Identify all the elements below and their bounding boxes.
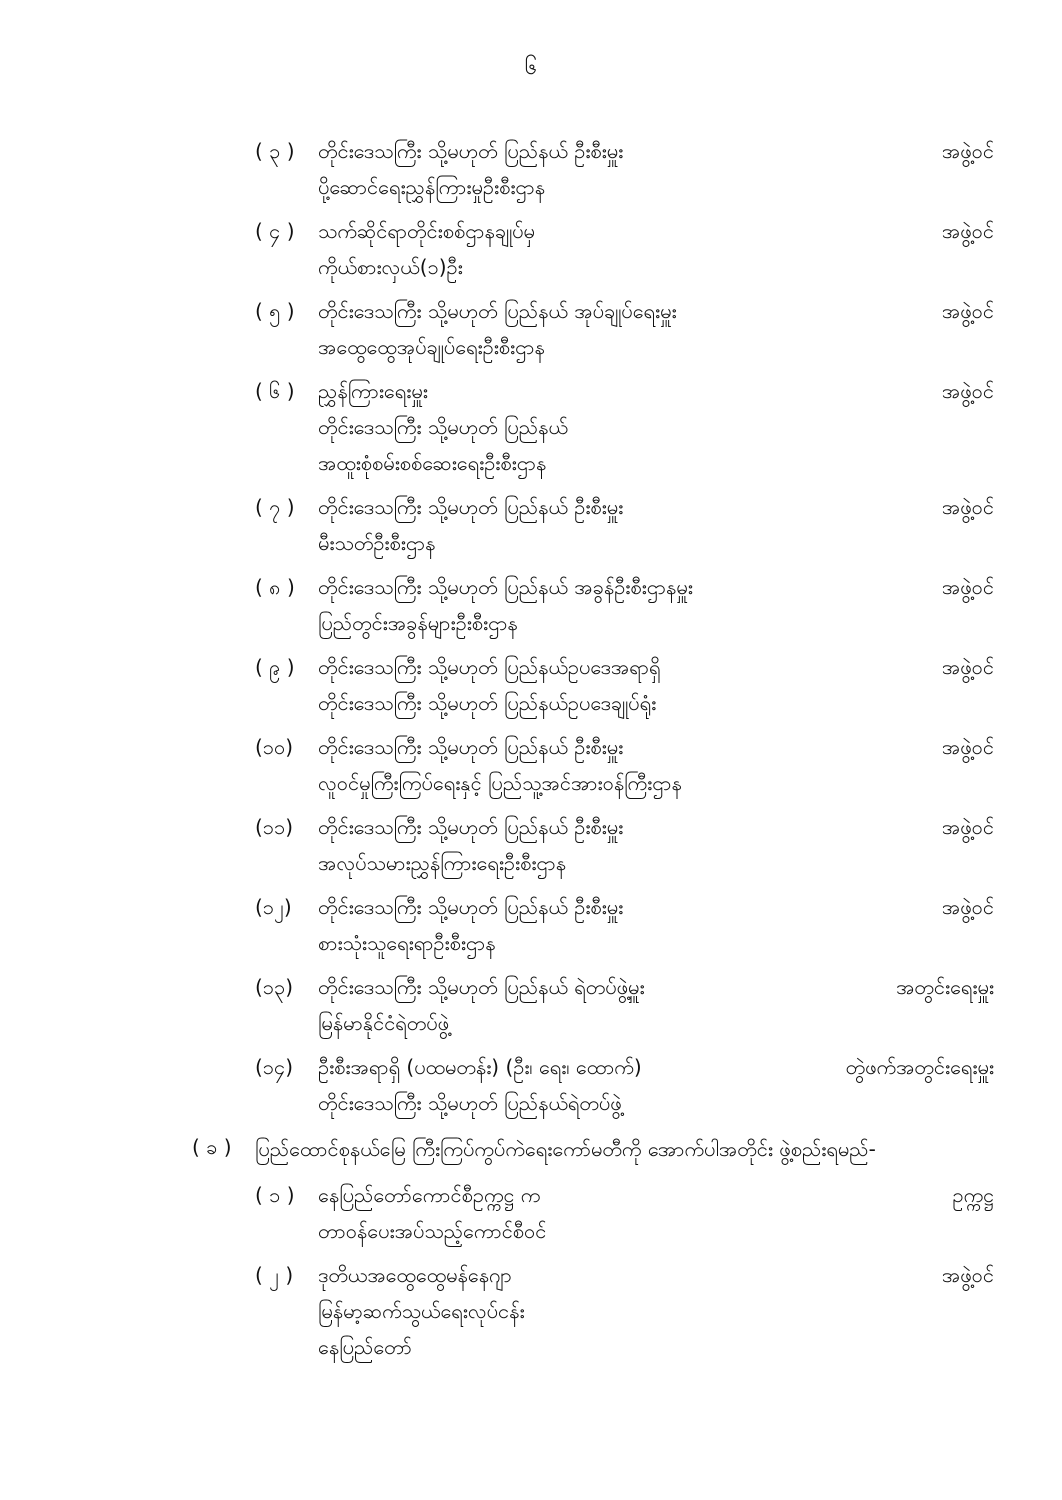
item-description-line: တိုင်းဒေသကြီး သို့မဟုတ် ပြည်နယ် ဦးစီးမှူး	[318, 895, 624, 919]
item-description	[318, 1257, 918, 1365]
item-number: (၁၀)	[255, 735, 294, 759]
item-number: ( ၈ )	[255, 575, 295, 599]
item-role: အဖွဲ့ဝင်	[941, 815, 994, 839]
item-role: အဖွဲ့ဝင်	[941, 139, 994, 163]
list-item	[0, 133, 1062, 205]
item-role: အဖွဲ့ဝင်	[941, 735, 994, 759]
item-role: အဖွဲ့ဝင်	[941, 655, 994, 679]
item-description-line: တိုင်းဒေသကြီး သို့မဟုတ် ပြည်နယ်ရဲတပ်ဖွဲ့	[318, 1091, 622, 1115]
item-number: (၁၃)	[255, 975, 294, 999]
item-description-line: မြန်မာနိုင်ငံရဲတပ်ဖွဲ့	[318, 1011, 450, 1035]
item-description	[318, 889, 918, 961]
item-description-line: တိုင်းဒေသကြီး သို့မဟုတ် ပြည်နယ် ဦးစီးမှူး	[318, 815, 624, 839]
item-description	[318, 729, 918, 801]
item-number: ( ၄ )	[255, 219, 295, 243]
list-item	[0, 729, 1062, 801]
item-description-line: အလုပ်သမားညွှန်ကြားရေးဦးစီးဌာန	[318, 851, 567, 875]
item-role: အဖွဲ့ဝင်	[941, 299, 994, 323]
item-description-line: လူဝင်မှုကြီးကြပ်ရေးနှင့် ပြည်သူ့အင်အားဝန်ကြီးဌာန	[318, 771, 682, 795]
item-number: (၁၂)	[255, 895, 292, 919]
list-item	[0, 809, 1062, 881]
item-description-line: ပို့ဆောင်ရေးညွှန်ကြားမှုဦးစီးဌာန	[318, 175, 546, 199]
item-description	[318, 489, 918, 561]
item-description-line: မီးသတ်ဦးစီးဌာန	[318, 531, 436, 555]
item-description-line: ပြည်တွင်းအခွန်များဦးစီးဌာန	[318, 611, 518, 635]
list-item	[0, 373, 1062, 481]
item-description	[318, 809, 918, 881]
item-description-line: တိုင်းဒေသကြီး သို့မဟုတ် ပြည်နယ်ဥပဒေချုပ်ရုံး	[318, 691, 657, 715]
item-role: အဖွဲ့ဝင်	[941, 379, 994, 403]
item-number: ( ၅ )	[255, 299, 295, 323]
section-text: ပြည်ထောင်စုနယ်မြေ ကြီးကြပ်ကွပ်ကဲရေးကော်မတီကို အောက်ပါအတိုင်း ဖွဲ့စည်းရမည်-	[255, 1137, 876, 1161]
item-description-line: တိုင်းဒေသကြီး သို့မဟုတ် ပြည်နယ်	[318, 415, 568, 439]
list-item	[0, 649, 1062, 721]
item-description	[318, 1049, 918, 1121]
item-description-line: ကိုယ်စားလှယ်(၁)ဦး	[318, 255, 463, 279]
item-description-line: တိုင်းဒေသကြီး သို့မဟုတ် ပြည်နယ်ဥပဒေအရာရှိ	[318, 655, 661, 679]
item-description-line: တိုင်းဒေသကြီး သို့မဟုတ် ပြည်နယ် အုပ်ချုပ်ရေးမှူး	[318, 299, 677, 323]
item-description	[318, 293, 918, 365]
item-number: ( ၇ )	[255, 495, 295, 519]
list-item	[0, 969, 1062, 1041]
list-item	[0, 489, 1062, 561]
item-description-line: တာဝန်ပေးအပ်သည့်ကောင်စီဝင်	[318, 1219, 547, 1243]
item-description-line: တိုင်းဒေသကြီး သို့မဟုတ် ပြည်နယ် ဦးစီးမှူး	[318, 495, 624, 519]
item-description	[318, 569, 918, 641]
section-kha	[0, 1129, 1062, 1169]
item-number: ( ၃ )	[255, 139, 295, 163]
item-role: အဖွဲ့ဝင်	[941, 219, 994, 243]
list-item	[0, 1049, 1062, 1121]
item-role: အဖွဲ့ဝင်	[941, 495, 994, 519]
list-item	[0, 569, 1062, 641]
item-description	[318, 213, 918, 285]
list-item	[0, 1177, 1062, 1249]
item-role: အတွင်းရေးမှူး	[896, 975, 994, 999]
list-item	[0, 293, 1062, 365]
item-description-line: မြန်မာ့ဆက်သွယ်ရေးလုပ်ငန်း	[318, 1299, 525, 1323]
item-description	[318, 373, 918, 481]
item-number: (၁၁)	[255, 815, 294, 839]
item-number: ( ၂ )	[255, 1263, 294, 1287]
section-number: ( ခ )	[192, 1135, 232, 1159]
item-description	[318, 969, 918, 1041]
item-description-line: စားသုံးသူရေးရာဦးစီးဌာန	[318, 931, 496, 955]
item-number: ( ၁ )	[255, 1183, 295, 1207]
item-description-line: ညွှန်ကြားရေးမှူး	[318, 379, 428, 403]
item-role: အဖွဲ့ဝင်	[941, 575, 994, 599]
item-number: ( ၆ )	[255, 379, 295, 403]
list-item	[0, 889, 1062, 961]
member-list-group-1	[0, 133, 1062, 1121]
item-number: (၁၄)	[255, 1055, 294, 1079]
page-number: ၆	[524, 55, 538, 80]
item-description-line: တိုင်းဒေသကြီး သို့မဟုတ် ပြည်နယ် ရဲတပ်ဖွဲ့မှူး	[318, 975, 645, 999]
item-description-line: သက်ဆိုင်ရာတိုင်းစစ်ဌာနချုပ်မှ	[318, 219, 535, 243]
item-description-line: ဦးစီးအရာရှိ (ပထမတန်း) (ဦး၊ ရေး၊ ထောက်)	[318, 1055, 642, 1079]
item-role: ဥက္ကဋ္ဌ	[952, 1183, 994, 1207]
item-description-line: နေပြည်တော်	[318, 1335, 412, 1359]
member-list-group-2	[0, 1177, 1062, 1365]
item-description	[318, 1177, 918, 1249]
item-description	[318, 649, 918, 721]
item-role: အဖွဲ့ဝင်	[941, 1263, 994, 1287]
list-item	[0, 1257, 1062, 1365]
item-number: ( ၉ )	[255, 655, 295, 679]
item-description-line: ဒုတိယအထွေထွေမန်နေဂျာ	[318, 1263, 512, 1287]
item-role: တွဲဖက်အတွင်းရေးမှူး	[845, 1055, 994, 1079]
list-item	[0, 213, 1062, 285]
item-description-line: တိုင်းဒေသကြီး သို့မဟုတ် ပြည်နယ် ဦးစီးမှူး	[318, 735, 624, 759]
item-description-line: အထူးစုံစမ်းစစ်ဆေးရေးဦးစီးဌာန	[318, 451, 547, 475]
item-description-line: နေပြည်တော်ကောင်စီဥက္ကဋ္ဌ က	[318, 1183, 541, 1207]
item-description	[318, 133, 918, 205]
item-description-line: တိုင်းဒေသကြီး သို့မဟုတ် ပြည်နယ် အခွန်ဦးစီးဌာနမှူး	[318, 575, 693, 599]
committee-list	[0, 133, 1062, 1373]
item-role: အဖွဲ့ဝင်	[941, 895, 994, 919]
item-description-line: တိုင်းဒေသကြီး သို့မဟုတ် ပြည်နယ် ဦးစီးမှူး	[318, 139, 624, 163]
item-description-line: အထွေထွေအုပ်ချုပ်ရေးဦးစီးဌာန	[318, 335, 545, 359]
